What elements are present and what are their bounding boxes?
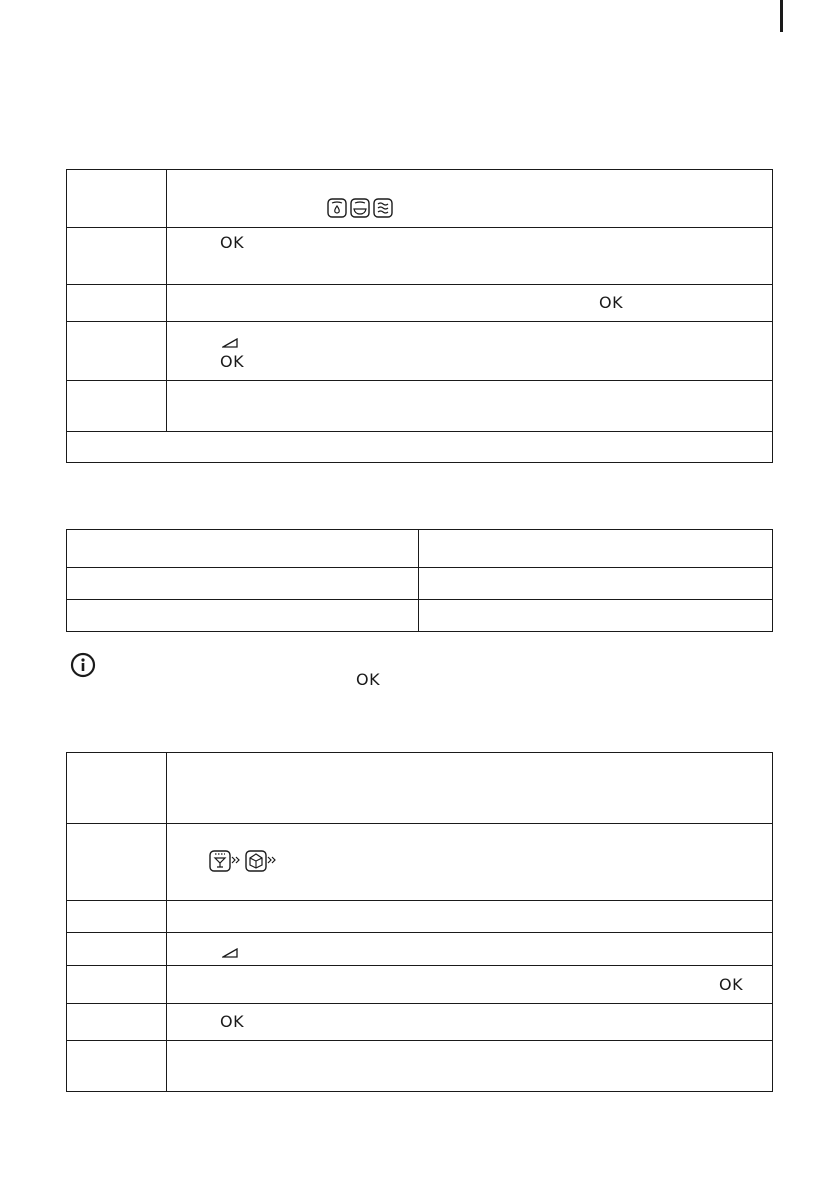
step-cell: [67, 933, 167, 966]
steam-bake-icon: [350, 198, 370, 222]
table-row: [67, 966, 773, 1004]
step-cell: [67, 381, 167, 432]
table-cell: [419, 530, 773, 568]
table-row: [67, 1041, 773, 1092]
instruction-cell: [167, 170, 773, 228]
table-row: [67, 901, 773, 933]
step-cell: [67, 170, 167, 228]
steam-water-drop-icon: [327, 198, 347, 222]
table-cell: [67, 600, 419, 632]
instruction-cell: [167, 1004, 773, 1041]
table-cell: [67, 568, 419, 600]
table-row: [67, 285, 773, 322]
crop-mark: [780, 0, 783, 32]
table-row: [67, 824, 773, 901]
table-row: [67, 170, 773, 228]
ramp-triangle-icon: [222, 944, 238, 962]
table-row: [67, 753, 773, 824]
steam-heat-icon: [373, 198, 393, 222]
instruction-cell: [167, 901, 773, 933]
ramp-triangle-icon: [222, 334, 238, 352]
table-row: [67, 322, 773, 381]
step-cell: [67, 228, 167, 285]
ok-button-symbol: OK: [599, 293, 624, 312]
table-row: [67, 933, 773, 966]
table-row: [67, 381, 773, 432]
step-cell: [67, 901, 167, 933]
footer-cell: [67, 432, 773, 463]
instruction-cell: [167, 966, 773, 1004]
table-cell: [419, 568, 773, 600]
steps-table-2: [66, 752, 773, 1092]
table-row: [67, 568, 773, 600]
instruction-cell: [167, 285, 773, 322]
table-row: [67, 600, 773, 632]
instruction-cell: [167, 322, 773, 381]
instruction-cell: [167, 824, 773, 901]
instruction-cell: [167, 753, 773, 824]
table-row: [67, 432, 773, 463]
steps-table-1: [66, 169, 773, 463]
step-cell: [67, 1004, 167, 1041]
table-row: [67, 530, 773, 568]
ok-button-symbol: OK: [356, 670, 381, 689]
food-program-icon: [209, 850, 241, 878]
ok-button-symbol: OK: [220, 1012, 245, 1031]
instruction-cell: [167, 228, 773, 285]
step-cell: [67, 824, 167, 901]
table-cell: [419, 600, 773, 632]
instruction-cell: [167, 933, 773, 966]
instruction-cell: [167, 1041, 773, 1092]
table-row: [67, 228, 773, 285]
two-column-table: [66, 529, 773, 632]
table-row: [67, 1004, 773, 1041]
table-cell: [67, 530, 419, 568]
ok-button-symbol: OK: [719, 975, 744, 994]
weight-program-icon: [245, 850, 277, 878]
step-cell: [67, 1041, 167, 1092]
info-icon: [70, 652, 96, 678]
step-cell: [67, 753, 167, 824]
step-cell: [67, 966, 167, 1004]
step-cell: [67, 322, 167, 381]
instruction-cell: [167, 381, 773, 432]
ok-button-symbol: OK: [220, 233, 245, 252]
step-cell: [67, 285, 167, 322]
ok-button-symbol: OK: [220, 352, 245, 371]
